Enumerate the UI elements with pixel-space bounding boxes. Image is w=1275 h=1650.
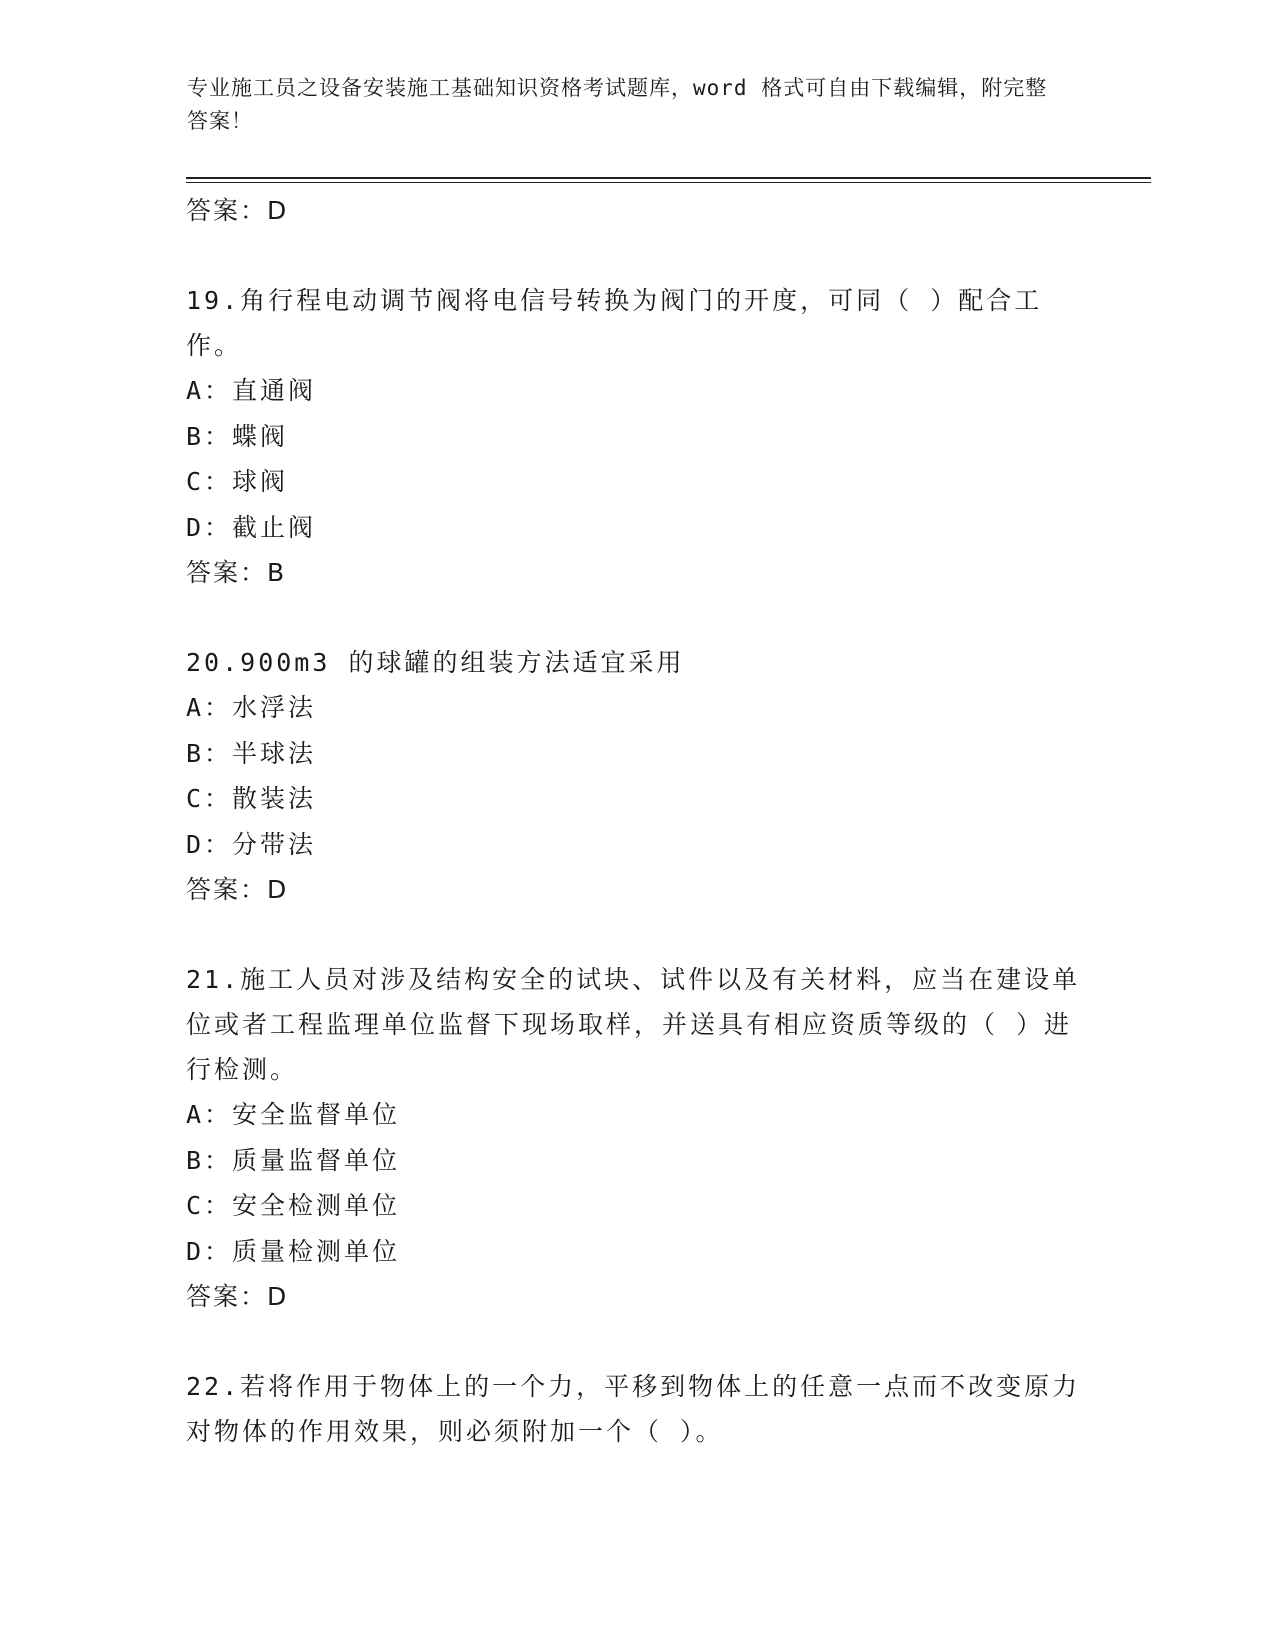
question-block-21: [186, 957, 1086, 1320]
question-text: 20.900m3 的球罐的组装方法适宜采用: [186, 648, 685, 677]
option-a: A：直通阀: [186, 376, 317, 405]
option-b: B：蝶阀: [186, 421, 289, 451]
answer-line: 答案：D: [186, 1282, 289, 1311]
option-a: A：水浮法: [186, 693, 317, 722]
header-rule-thin: [186, 182, 1151, 183]
answer-line: 答案：D: [186, 196, 289, 225]
question-block-22: [186, 1364, 1086, 1454]
option-d: D：质量检测单位: [186, 1236, 401, 1266]
option-c: C：散装法: [186, 784, 317, 813]
question-block-19: [186, 278, 1086, 596]
answer-line: 答案：D: [186, 875, 289, 904]
question-block-20: [186, 640, 1086, 913]
page-header: 专业施工员之设备安装施工基础知识资格考试题库，word 格式可自由下载编辑，附完整答案！: [187, 76, 1048, 133]
header-rule-thick: [186, 177, 1151, 179]
option-b: B：半球法: [186, 738, 317, 768]
option-c: C：球阀: [186, 467, 289, 496]
answer-line: 答案：B: [186, 558, 287, 587]
question-text: 22.若将作用于物体上的一个力，平移到物体上的任意一点而不改变原力对物体的作用效果，则必须附加一个（ ）。: [186, 1372, 1081, 1446]
option-d: D：截止阀: [186, 512, 317, 542]
option-a: A：安全监督单位: [186, 1100, 401, 1129]
option-d: D：分带法: [186, 829, 317, 859]
option-b: B：质量监督单位: [186, 1145, 401, 1175]
question-list: [186, 188, 1086, 1454]
question-text: 21.施工人员对涉及结构安全的试块、试件以及有关材料，应当在建设单位或者工程监理单位监督下现场取样，并送具有相应资质等级的（ ）进行检测。: [186, 965, 1081, 1084]
question-text: 19.角行程电动调节阀将电信号转换为阀门的开度，可同（ ）配合工作。: [186, 286, 1043, 360]
option-c: C：安全检测单位: [186, 1191, 401, 1220]
